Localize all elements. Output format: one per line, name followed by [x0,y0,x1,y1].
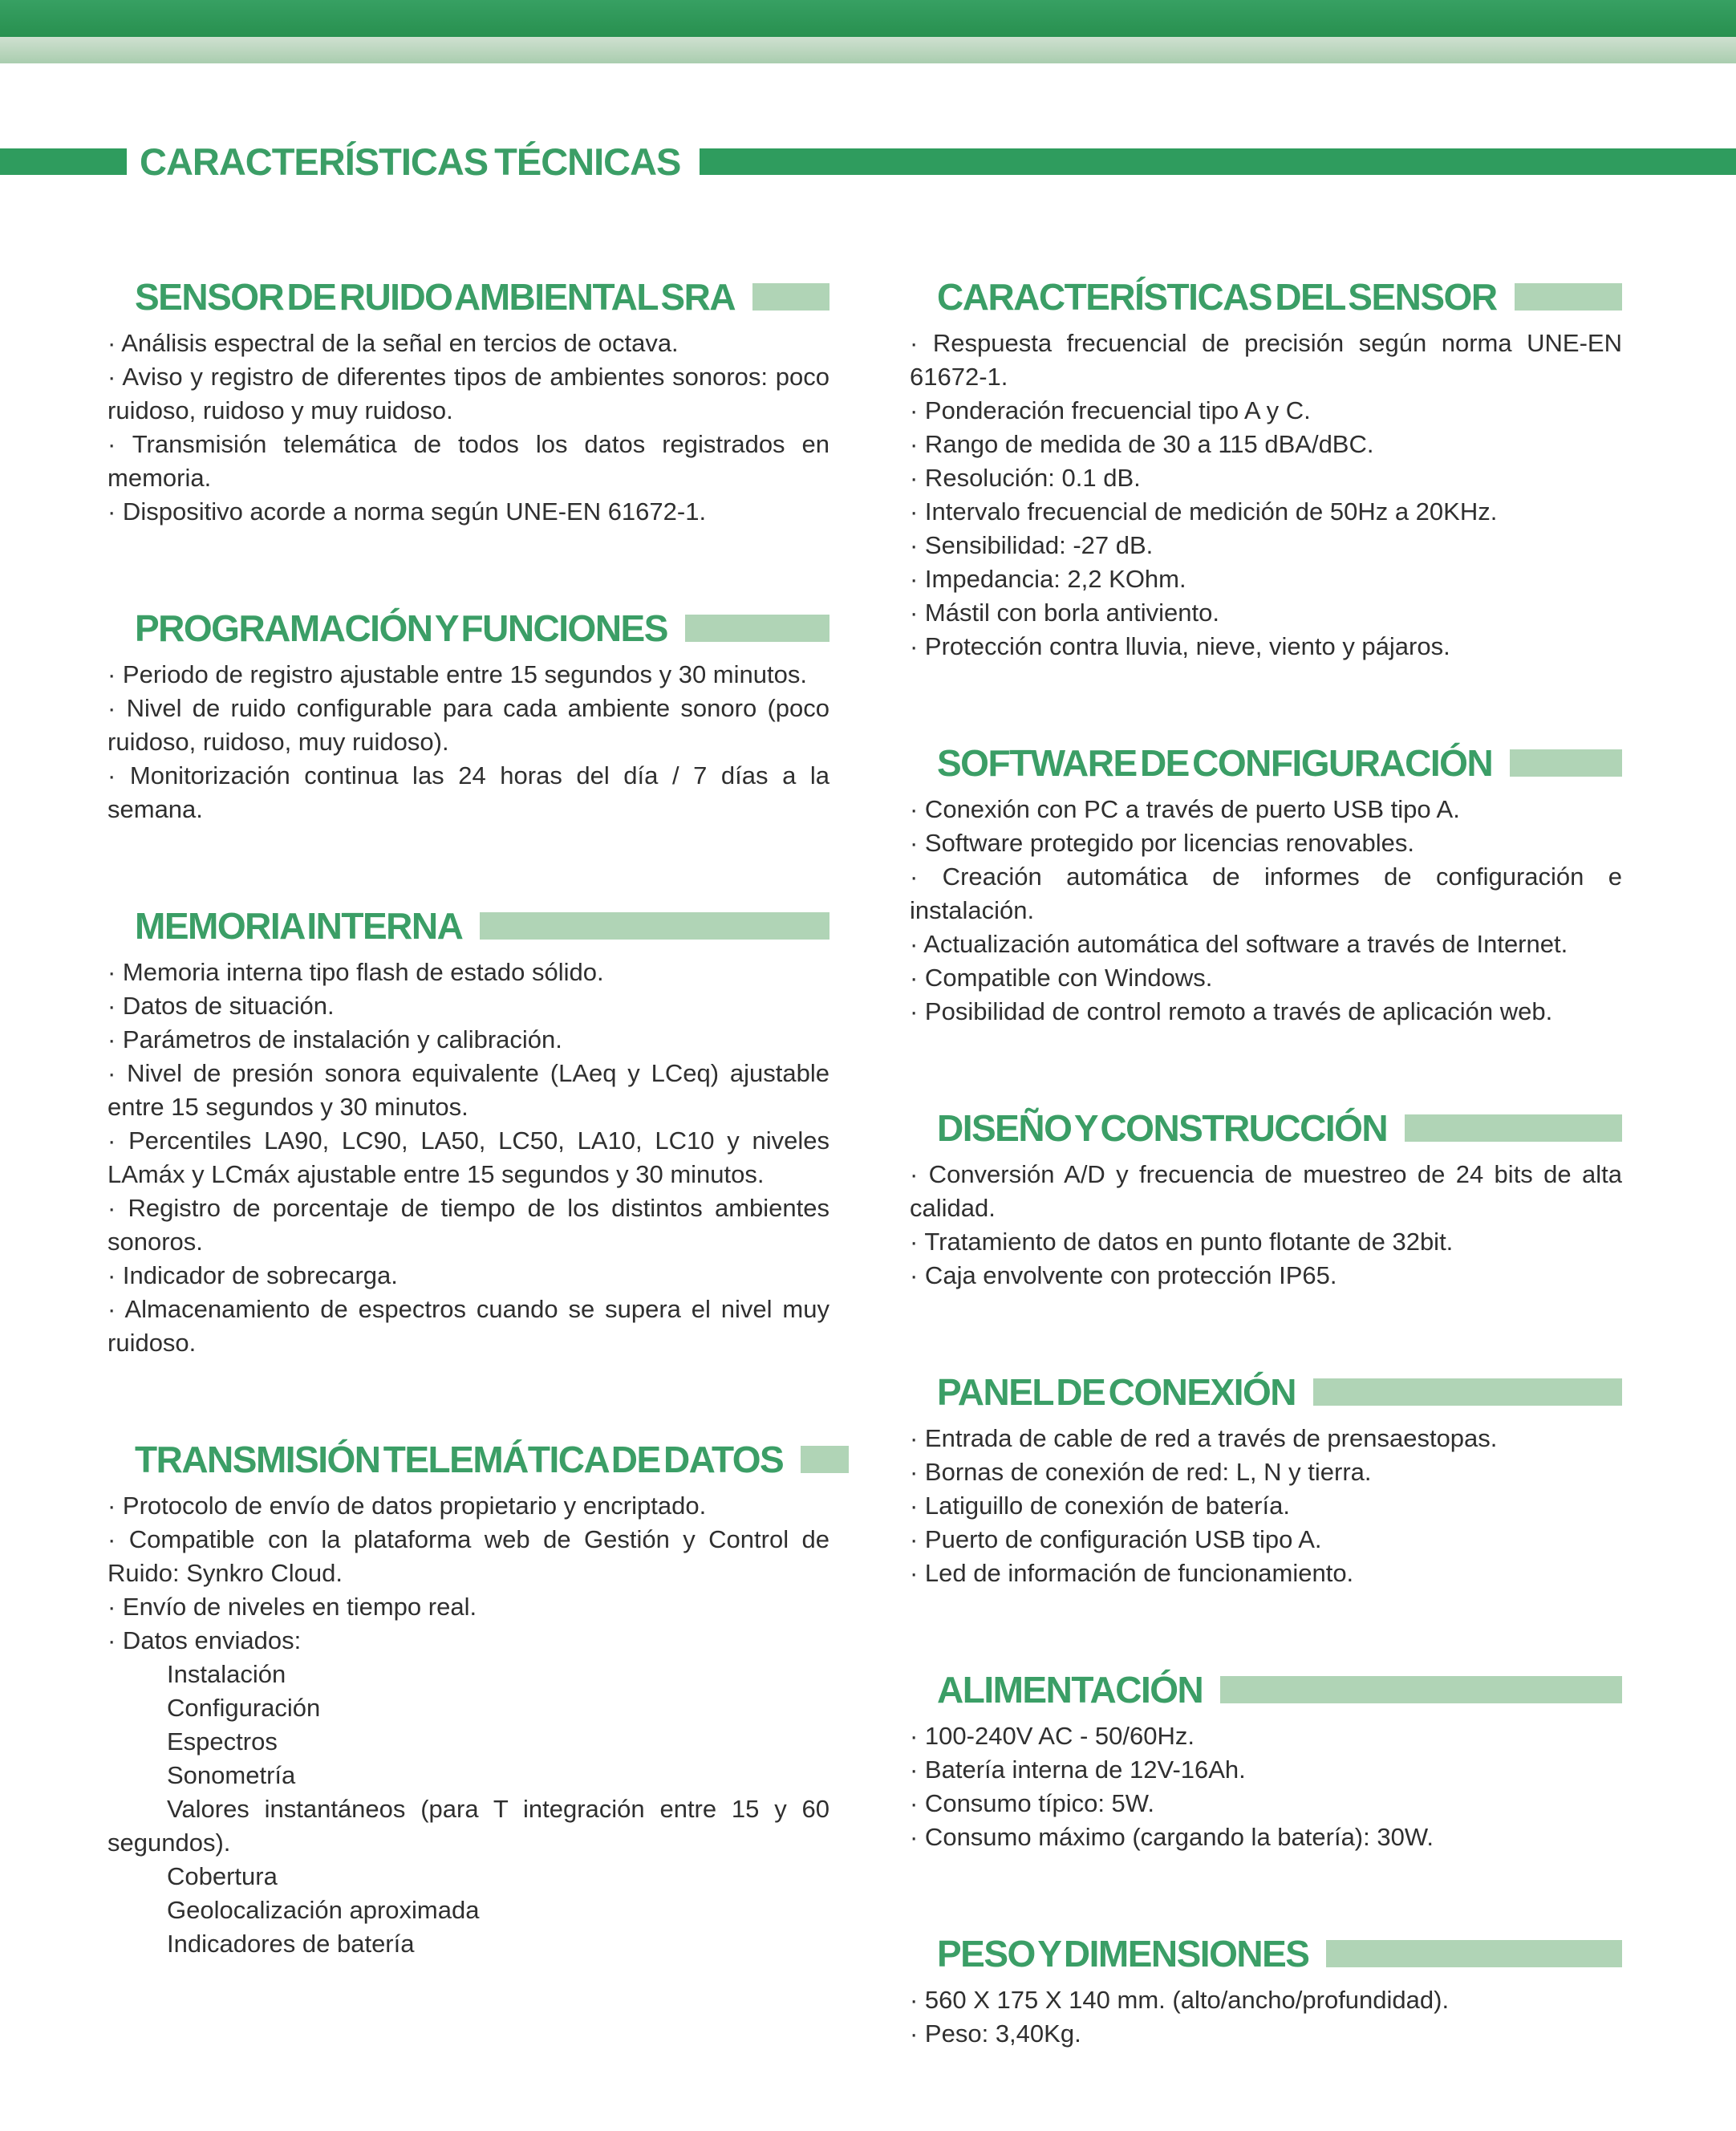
section-title: PESO Y DIMENSIONES [937,1932,1309,1975]
spec-item: · Transmisión telemática de todos los datos registrados en memoria. [107,429,829,492]
spec-item: · Bornas de conexión de red: L, N y tierra. [910,1457,1372,1486]
column-right [910,275,1622,2131]
section-title: ALIMENTACIÓN [937,1668,1203,1711]
spec-item: · Percentiles LA90, LC90, LA50, LC50, LA10, LC10 y niveles LAmáx y LCmáx ajustable entre 15 segundos y 30 minutos. [107,1126,829,1188]
section-accent-bar [1405,1114,1622,1142]
spec-item: · Impedancia: 2,2 KOhm. [910,564,1186,593]
section-header [910,275,1622,318]
section-header [107,275,829,318]
section-header [910,1106,1622,1149]
spec-item: · Posibilidad de control remoto a través de aplicación web. [910,996,1553,1025]
section-title: SENSOR DE RUIDO AMBIENTAL SRA [135,275,736,318]
section-accent-bar [801,1446,849,1473]
spec-item: · Indicador de sobrecarga. [107,1260,398,1289]
spec-item: · Registro de porcentaje de tiempo de los distintos ambientes sonoros. [107,1193,829,1256]
section-alimentacion [910,1670,1622,1854]
section-title: TRANSMISIÓN TELEMÁTICA DE DATOS [135,1438,784,1480]
spec-item: · Rango de medida de 30 a 115 dBA/dBC. [910,429,1374,458]
spec-item: · Datos de situación. [107,991,335,1020]
spec-subitem: Geolocalización aproximada [167,1895,480,1924]
section-items [910,1719,1622,1854]
section-header [107,609,829,647]
section-panel-de-conexion [910,1370,1622,1590]
section-accent-bar [1326,1940,1622,1967]
spec-item: · Puerto de configuración USB tipo A. [910,1524,1322,1553]
spec-item: · Tratamiento de datos en punto flotante de 32bit. [910,1227,1454,1256]
section-title: MEMORIA INTERNA [135,904,463,947]
spec-item: · Datos enviados: [107,1626,302,1654]
spec-item: · Envío de niveles en tiempo real. [107,1592,477,1621]
spec-item: · Resolución: 0.1 dB. [910,463,1141,492]
spec-item: · Software protegido por licencias renovables. [910,828,1414,857]
section-title: PROGRAMACIÓN Y FUNCIONES [135,607,667,649]
spec-subitem: Sonometría [167,1760,296,1789]
spec-item: · Nivel de ruido configurable para cada ambiente sonoro (poco ruidoso, ruidoso, muy ruidoso). [107,693,829,756]
spec-item: · Protección contra lluvia, nieve, viento y pájaros. [910,631,1450,660]
title-left-bar [0,148,127,175]
spec-item: · Actualización automática del software a través de Internet. [910,929,1568,958]
section-accent-bar [1220,1676,1622,1703]
top-light-band [0,37,1736,63]
spec-item: · Caja envolvente con protección IP65. [910,1260,1337,1289]
content [0,275,1736,2131]
spec-subitem: Espectros [167,1727,278,1756]
title-right-bar [700,148,1736,175]
spec-item: · Intervalo frecuencial de medición de 50Hz a 20KHz. [910,497,1498,526]
spec-item: · Nivel de presión sonora equivalente (LAeq y LCeq) ajustable entre 15 segundos y 30 minutos. [107,1058,829,1121]
section-items [910,1158,1622,1293]
section-header [107,1440,829,1479]
section-items [107,327,829,529]
spec-item: · Conversión A/D y frecuencia de muestreo de 24 bits de alta calidad. [910,1159,1622,1222]
section-items [107,1489,829,1961]
section-items [910,793,1622,1029]
spec-item: · Respuesta frecuencial de precisión según norma UNE-EN 61672-1. [910,328,1622,391]
spec-item: · Protocolo de envío de datos propietario y encriptado. [107,1491,707,1520]
section-accent-bar [752,283,829,311]
spec-item: · 100-240V AC - 50/60Hz. [910,1721,1195,1750]
spec-subitem: Valores instantáneos (para T integración entre 15 y 60 segundos). [107,1794,829,1857]
section-sensor-de-ruido-ambiental-sra [107,275,829,529]
section-items [107,658,829,826]
spec-item: · Monitorización continua las 24 horas del día / 7 días a la semana. [107,761,829,823]
section-peso-y-dimensiones [910,1934,1622,2051]
spec-item: · Peso: 3,40Kg. [910,2019,1081,2048]
spec-item: · Latiguillo de conexión de batería. [910,1491,1290,1520]
section-header [910,1670,1622,1709]
spec-subitem: Configuración [167,1693,321,1722]
spec-item: · Conexión con PC a través de puerto USB tipo A. [910,794,1460,823]
section-header [910,1370,1622,1413]
section-header [107,904,829,947]
section-software-de-configuracion [910,741,1622,1029]
spec-item: · Periodo de registro ajustable entre 15 segundos y 30 minutos. [107,660,807,688]
spec-item: · Creación automática de informes de configuración e instalación. [910,862,1622,924]
spec-subitem: Indicadores de batería [167,1929,415,1958]
section-items [910,1983,1622,2051]
spec-item: · Parámetros de instalación y calibración. [107,1025,562,1053]
section-title: PANEL DE CONEXIÓN [937,1370,1296,1413]
section-title: DISEÑO Y CONSTRUCCIÓN [937,1106,1388,1149]
spec-item: · Batería interna de 12V-16Ah. [910,1755,1246,1784]
spec-item: · Memoria interna tipo flash de estado sólido. [107,957,604,986]
spec-item: · Consumo máximo (cargando la batería): 30W. [910,1822,1434,1851]
section-items [910,1422,1622,1590]
spec-item: · Aviso y registro de diferentes tipos de ambientes sonoros: poco ruidoso, ruidoso y muy ruidoso. [107,362,829,424]
section-accent-bar [1313,1378,1622,1406]
section-programacion-y-funciones [107,609,829,826]
section-caracteristicas-del-sensor [910,275,1622,664]
section-items [910,327,1622,664]
spec-item: · Sensibilidad: -27 dB. [910,530,1154,559]
section-header [910,1934,1622,1973]
column-left [107,275,829,2131]
page-title: CARACTERÍSTICAS TÉCNICAS [140,140,681,183]
section-accent-bar [1510,749,1622,777]
spec-subitem: Cobertura [167,1861,278,1890]
top-green-bar [0,0,1736,37]
spec-item: · Almacenamiento de espectros cuando se supera el nivel muy ruidoso. [107,1294,829,1357]
spec-item: · Consumo típico: 5W. [910,1788,1154,1817]
title-row [0,141,1736,183]
section-accent-bar [480,912,829,940]
section-title: SOFTWARE DE CONFIGURACIÓN [937,741,1493,784]
section-header [910,741,1622,784]
section-diseno-y-construccion [910,1106,1622,1293]
spec-item: · Análisis espectral de la señal en tercios de octava. [107,328,679,357]
spec-item: · 560 X 175 X 140 mm. (alto/ancho/profundidad). [910,1985,1450,2014]
section-items [107,956,829,1360]
spec-subitem: Instalación [167,1659,286,1688]
spec-item: · Entrada de cable de red a través de prensaestopas. [910,1423,1498,1452]
section-title: CARACTERÍSTICAS DEL SENSOR [937,275,1497,318]
section-accent-bar [685,615,829,642]
spec-item: · Led de información de funcionamiento. [910,1558,1354,1587]
section-memoria-interna [107,904,829,1360]
spec-item: · Compatible con la plataforma web de Gestión y Control de Ruido: Synkro Cloud. [107,1524,829,1587]
spec-item: · Dispositivo acorde a norma según UNE-EN 61672-1. [107,497,707,526]
spec-item: · Mástil con borla antiviento. [910,598,1219,627]
section-transmision-telematica-de-datos [107,1440,829,1961]
section-accent-bar [1515,283,1622,311]
spec-item: · Compatible con Windows. [910,963,1213,992]
spec-item: · Ponderación frecuencial tipo A y C. [910,396,1311,424]
